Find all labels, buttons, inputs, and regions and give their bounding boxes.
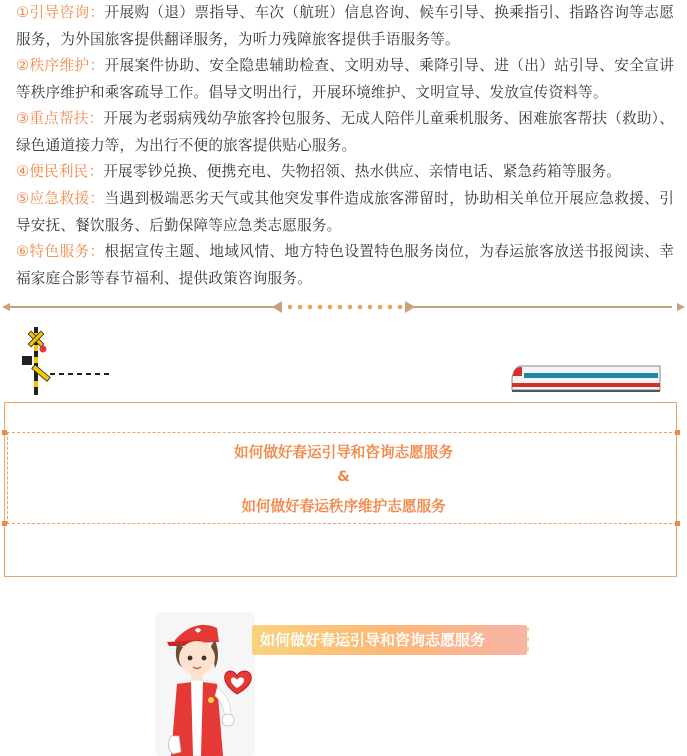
corner-dot [675,430,680,435]
banner-title: 如何做好春运引导和咨询志愿服务 [260,631,486,649]
topic-ampersand: & [337,468,350,485]
item-heading: ①引导咨询： [16,4,105,21]
item-body: 开展案件协助、安全隐患辅助检查、文明劝导、乘降引导、进（出）站引导、安全宣讲等秩序维护和乘客疏导工作。倡导文明出行，开展环境维护、文明宣导、发放宣传资料等。 [16,57,674,101]
item-heading: ②秩序维护： [16,57,105,74]
item-heading: ⑤应急救援： [16,190,105,207]
railway-signal-icon [14,327,114,395]
decorative-divider [0,296,687,318]
item-body: 开展为老弱病残幼孕旅客拎包服务、无成人陪伴儿童乘机服务、困难旅客帮扶（救助）、绿色通道接力等，为出行不便的旅客提供贴心服务。 [16,110,674,154]
item-body: 当遇到极端恶劣天气或其他突发事件造成旅客滞留时，协助相关单位开展应急救援、引导安抚、餐饮服务、后勤保障等应急类志愿服务。 [16,190,674,234]
corner-dot [2,430,7,435]
service-item-assistance [16,106,674,159]
service-item-convenience [16,159,674,186]
service-item-guidance [16,0,674,53]
train-icon [510,362,665,394]
item-body: 开展购（退）票指导、车次（航班）信息咨询、候车引导、换乘指引、指路咨询等志愿服务，为外国旅客提供翻译服务，为听力残障旅客提供手语服务等。 [16,4,674,48]
service-item-emergency [16,186,674,239]
corner-dot [675,521,680,526]
topic-title-order: 如何做好春运秩序维护志愿服务 [241,498,446,515]
corner-dot [2,521,7,526]
item-body: 根据宣传主题、地域风情、地方特色设置特色服务岗位，为春运旅客放送书报阅读、幸福家庭合影等春节福利、提供政策咨询服务。 [16,243,674,287]
volunteer-illustration [155,612,255,756]
item-heading: ④便民利民： [16,163,104,180]
topic-title-guidance: 如何做好春运引导和咨询志愿服务 [234,444,453,461]
item-heading: ③重点帮扶： [16,110,104,127]
service-item-order [16,53,674,106]
item-heading: ⑥特色服务： [16,243,105,260]
service-item-special [16,239,674,292]
item-body: 开展零钞兑换、便携充电、失物招领、热水供应、亲情电话、紧急药箱等服务。 [103,163,622,180]
